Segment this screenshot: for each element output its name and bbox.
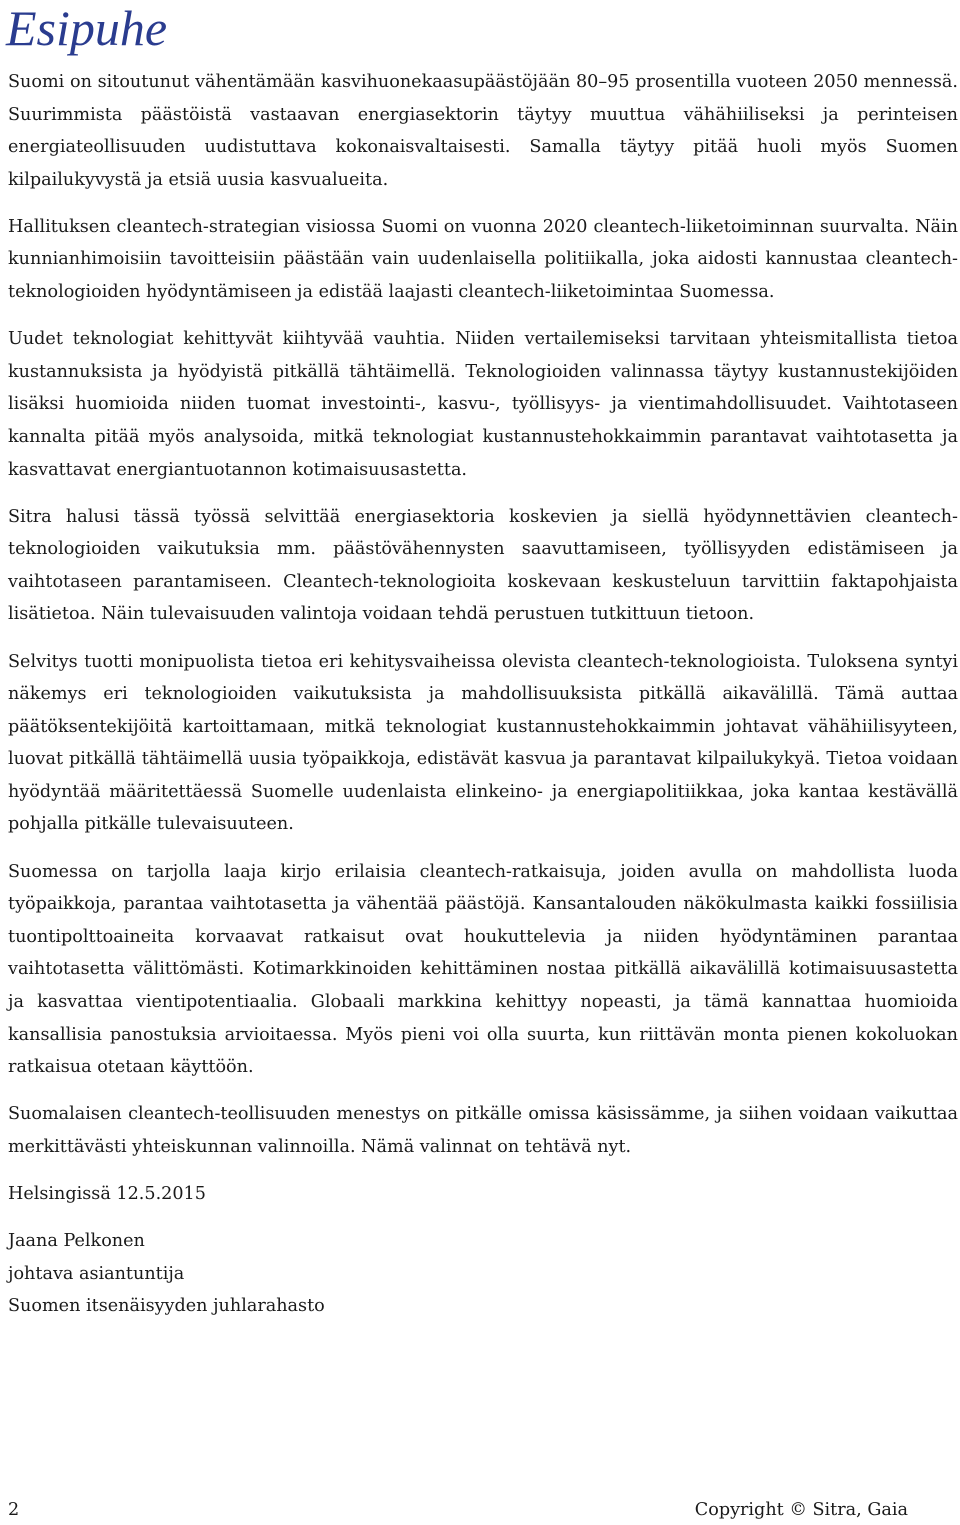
signatory-name: Jaana Pelkonen	[8, 1231, 145, 1251]
body-text	[8, 66, 958, 1323]
page-title: Esipuhe	[6, 0, 168, 56]
page-number: 2	[8, 1500, 20, 1520]
paragraph-3: Uudet teknologiat kehittyvät kiihtyvää vauhtia. Niiden vertailemiseksi tarvitaan yhteismitallista tietoa kustannuksista ja hyödyistä pitkällä tähtäimellä. Teknologioiden valinnassa täytyy kustannustekijöiden lisäksi huomioida niiden tuomat investointi-, kasvu-, työllisyys- ja vientimahdollisuudet. Vaihtotaseen kannalta pitää myös analysoida, mitkä teknologiat kustannustehokkaimmin parantavat vaihtotasetta ja kasvattavat energiantuotannon kotimaisuusastetta.	[8, 329, 958, 480]
page-footer	[8, 1497, 908, 1525]
paragraph-4: Sitra halusi tässä työssä selvittää energiasektoria koskevien ja siellä hyödynnettävien cleantech-teknologioiden vaikutuksia mm. päästövähennysten saavuttamiseen, työllisyyden edistämiseen ja vaihtotaseen parantamiseen. Cleantech-teknologioita koskevaan keskusteluun tarvittiin faktapohjaista lisätietoa. Näin tulevaisuuden valintoja voidaan tehdä perustuen tutkittuun tietoon.	[8, 506, 958, 625]
paragraph-6: Suomessa on tarjolla laaja kirjo erilaisia cleantech-ratkaisuja, joiden avulla on mahdollista luoda työpaikkoja, parantaa vaihtotasetta ja vähentää päästöjä. Kansantalouden näkökulmasta kaikki fossiilisia tuontipolttoaineita korvaavat ratkaisut ovat houkuttelevia ja niiden hyödyntäminen parantaa vaihtotasetta välittömästi. Kotimarkkinoiden kehittäminen nostaa pitkällä aikavälillä kotimaisuusastetta ja kasvattaa vientipotentiaalia. Globaali markkina kehittyy nopeasti, ja tämä kannattaa huomioida kansallisia panostuksia arvioitaessa. Myös pieni voi olla suurta, kun riittävän monta pienen kokoluokan ratkaisua otetaan käyttöön.	[8, 861, 958, 1078]
paragraph-1: Suomi on sitoutunut vähentämään kasvihuonekaasupäästöjään 80–95 prosentilla vuoteen 2050 mennessä. Suurimmista päästöistä vastaavan energiasektorin täytyy muuttua vähähiiliseksi ja perinteisen energiateollisuuden uudistuttava kokonaisvaltaisesti. Samalla täytyy pitää huoli myös Suomen kilpailukyvystä ja etsiä uusia kasvualueita.	[8, 72, 958, 190]
copyright-notice: Copyright © Sitra, Gaia	[694, 1500, 908, 1520]
signatory-role: johtava asiantuntija	[8, 1263, 185, 1284]
paragraph-5: Selvitys tuotti monipuolista tietoa eri kehitysvaiheissa olevista cleantech-teknologioista. Tuloksena syntyi näkemys eri teknologioiden vaikutuksista ja mahdollisuuksista pitkällä aikavälillä. Tämä auttaa päätöksentekijöitä kartoittamaan, mitkä teknologiat kustannustehokkaimmin johtavat vähähiilisyyteen, luovat pitkällä tähtäimellä uusia työpaikkoja, edistävät kasvua ja parantavat kilpailukykyä. Tietoa voidaan hyödyntää määritettäessä Suomelle uudenlaista elinkeino- ja energiapolitiikkaa, joka kantaa kestävällä pohjalla pitkälle tulevaisuuteen.	[8, 651, 958, 835]
signatory-organization: Suomen itsenäisyyden juhlarahasto	[8, 1296, 325, 1317]
place-date: Helsingissä 12.5.2015	[8, 1183, 206, 1204]
paragraph-2: Hallituksen cleantech-strategian visiossa Suomi on vuonna 2020 cleantech-liiketoiminnan suurvalta. Näin kunnianhimoisiin tavoitteisiin päästään vain uudenlaisella politiikalla, joka aidosti kannustaa cleantech-teknologioiden hyödyntämiseen ja edistää laajasti cleantech-liiketoimintaa Suomessa.	[8, 216, 958, 303]
signature-block	[8, 1225, 958, 1323]
paragraph-7: Suomalaisen cleantech-teollisuuden menestys on pitkälle omissa käsissämme, ja siihen voidaan vaikuttaa merkittävästi yhteiskunnan valinnoilla. Nämä valinnat on tehtävä nyt.	[8, 1104, 958, 1157]
